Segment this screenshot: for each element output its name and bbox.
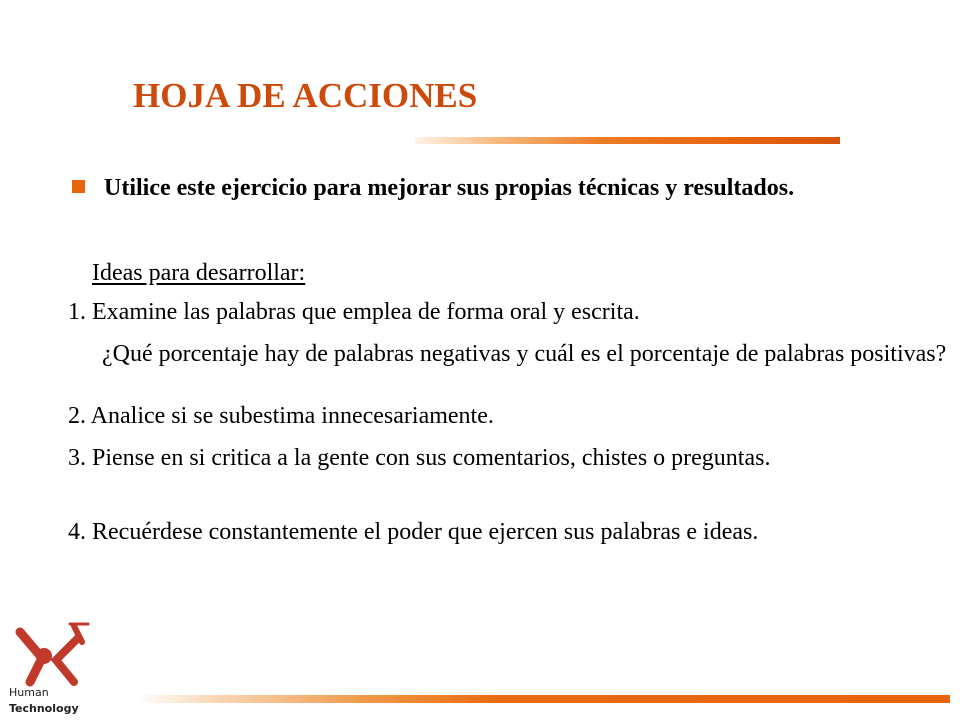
- main-bullet-text: Utilice este ejercicio para mejorar sus propias técnicas y resultados.: [104, 175, 795, 201]
- logo-text-human: Human: [9, 686, 49, 699]
- idea-item-3: 3. Piense en si critica a la gente con sus comentarios, chistes o preguntas.: [68, 445, 771, 471]
- idea-item-1-question: ¿Qué porcentaje hay de palabras negativas y cuál es el porcentaje de palabras positivas?: [102, 341, 947, 367]
- idea-item-1: 1. Examine las palabras que emplea de forma oral y escrita.: [68, 299, 640, 325]
- square-bullet-icon: [72, 180, 85, 193]
- slide-title: HOJA DE ACCIONES: [133, 76, 478, 115]
- footer-divider-rule: [135, 695, 950, 703]
- ideas-heading: Ideas para desarrollar:: [92, 260, 306, 286]
- idea-item-4: 4. Recuérdese constantemente el poder que ejercen sus palabras e ideas.: [68, 519, 759, 545]
- idea-item-2: 2. Analice si se subestima innecesariamente.: [68, 403, 494, 429]
- title-divider-rule: [415, 137, 840, 144]
- logo-text-technology: Technology: [9, 702, 79, 715]
